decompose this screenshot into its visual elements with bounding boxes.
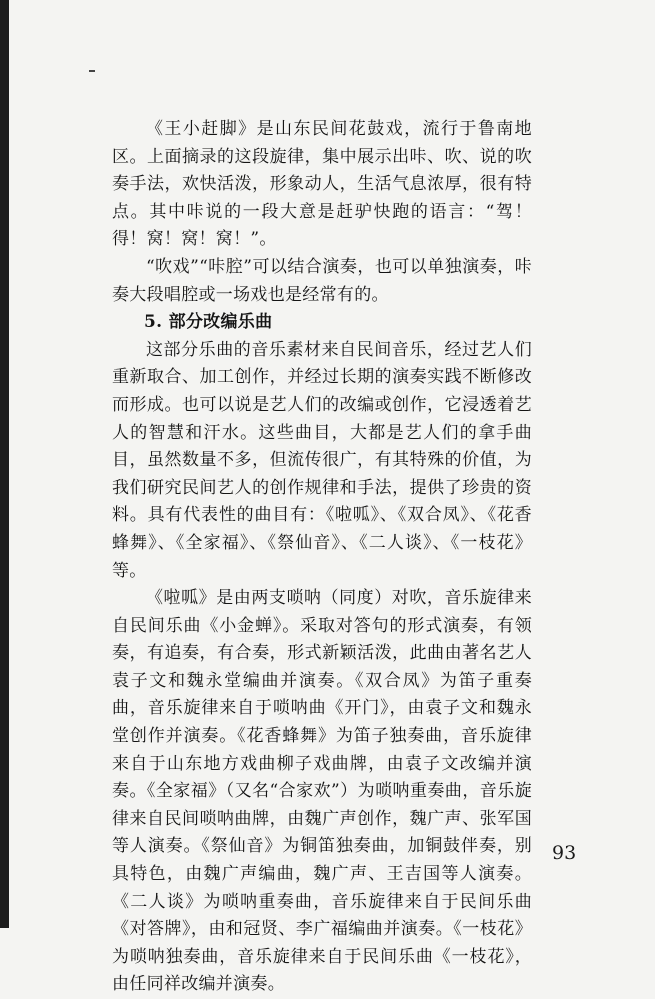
paragraph-wang-xiao-gan-jiao: 《王小赶脚》是山东民间花鼓戏，流行于鲁南地区。上面摘录的这段旋律，集中展示出咔、吹、说的吹奏手法，欢快活泼，形象动人，生活气息浓厚，很有特点。其中咔说的一段大意是赶驴快跑的语言：“驾！得！窝！窝！窝！”。 xyxy=(112,119,532,250)
paragraph-chui-xi: “吹戏”“咔腔”可以结合演奏，也可以单独演奏，咔奏大段唱腔或一场戏也是经常有的。 xyxy=(112,256,532,305)
section-heading: 5. 部分改编乐曲 xyxy=(144,312,273,333)
page-spine-shadow xyxy=(0,0,9,928)
body-text xyxy=(112,116,532,999)
paragraph-adapted-pieces: 这部分乐曲的音乐素材来自民间音乐，经过艺人们重新取合、加工创作，并经过长期的演奏实践不断修改而形成。也可以说是艺人们的改编或创作，它浸透着艺人的智慧和汗水。这些曲目，大都是艺人们的拿手曲目，虽然数量不多，但流传很广，有其特殊的价值，为我们研究民间艺人的创作规律和手法，提供了珍贵的资料。具有代表性的曲目有：《啦呱》、《双合凤》、《花香蜂舞》、《全家福》、《祭仙音》、《二人谈》、《一枝花》等。 xyxy=(112,339,532,581)
page-number: 93 xyxy=(552,842,577,864)
scan-mark xyxy=(89,70,95,72)
paragraph-la-gua: 《啦呱》是由两支唢呐（同度）对吹，音乐旋律来自民间乐曲《小金蝉》。采取对答句的形式演奏，有领奏，有追奏，有合奏，形式新颖活泼，此曲由著名艺人袁子文和魏永堂编曲并演奏。《双合凤》为笛子重奏曲，音乐旋律来自于唢呐曲《开门》，由袁子文和魏永堂创作并演奏。《花香蜂舞》为笛子独奏曲，音乐旋律来自于山东地方戏曲柳子戏曲牌，由袁子文改编并演奏。《全家福》（又名“合家欢”）为唢呐重奏曲，音乐旋律来自民间唢呐曲牌，由魏广声创作，魏广声、张军国等人演奏。《祭仙音》为铜笛独奏曲，加铜鼓伴奏，别具特色，由魏广声编曲，魏广声、王吉国等人演奏。《二人谈》为唢呐重奏曲，音乐旋律来自于民间乐曲《对答牌》，由和冠贤、李广福编曲并演奏。《一枝花》为唢呐独奏曲，音乐旋律来自于民间乐曲《一枝花》，由任同祥改编并演奏。 xyxy=(112,588,532,995)
